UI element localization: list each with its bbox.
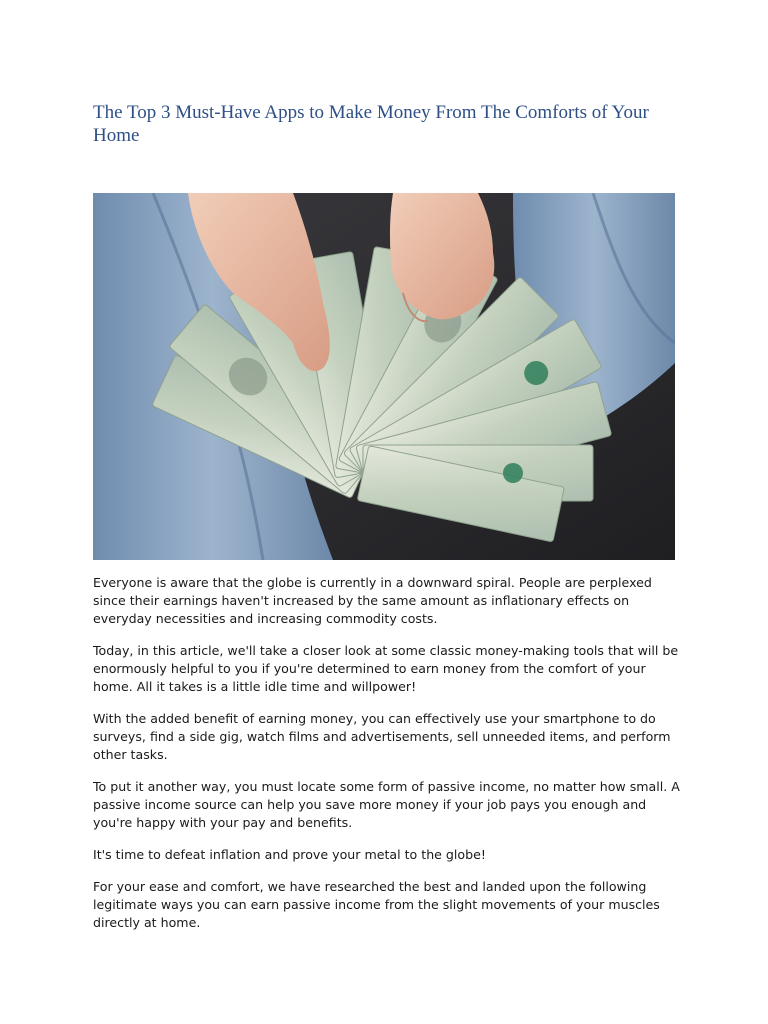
- paragraph-5: It's time to defeat inflation and prove your metal to the globe!: [93, 847, 486, 862]
- paragraph-4: To put it another way, you must locate some form of passive income, no matter how small. A passive income source can help you save more money if your job pays you enough and you're happy with your pay and benefits.: [93, 779, 680, 830]
- paragraph-3: With the added benefit of earning money, you can effectively use your smartphone to do surveys, find a side gig, watch films and advertisements, sell unneeded items, and perform other tasks.: [93, 711, 671, 762]
- article-title: The Top 3 Must-Have Apps to Make Money From The Comforts of Your Home: [93, 102, 649, 146]
- paragraph-2: Today, in this article, we'll take a closer look at some classic money-making tools that will be enormously helpful to you if you're determined to earn money from the comfort of your home. All it takes is a little idle time and willpower!: [93, 643, 679, 694]
- paragraph-6: For your ease and comfort, we have researched the best and landed upon the following legitimate ways you can earn passive income from the slight movements of your muscles directly at home.: [93, 879, 660, 930]
- hero-image-money-fan: [93, 193, 675, 560]
- paragraph-1: Everyone is aware that the globe is currently in a downward spiral. People are perplexed since their earnings haven't increased by the same amount as inflationary effects on everyday necessities and increasing commodity costs.: [93, 575, 652, 626]
- article-body: [93, 574, 683, 946]
